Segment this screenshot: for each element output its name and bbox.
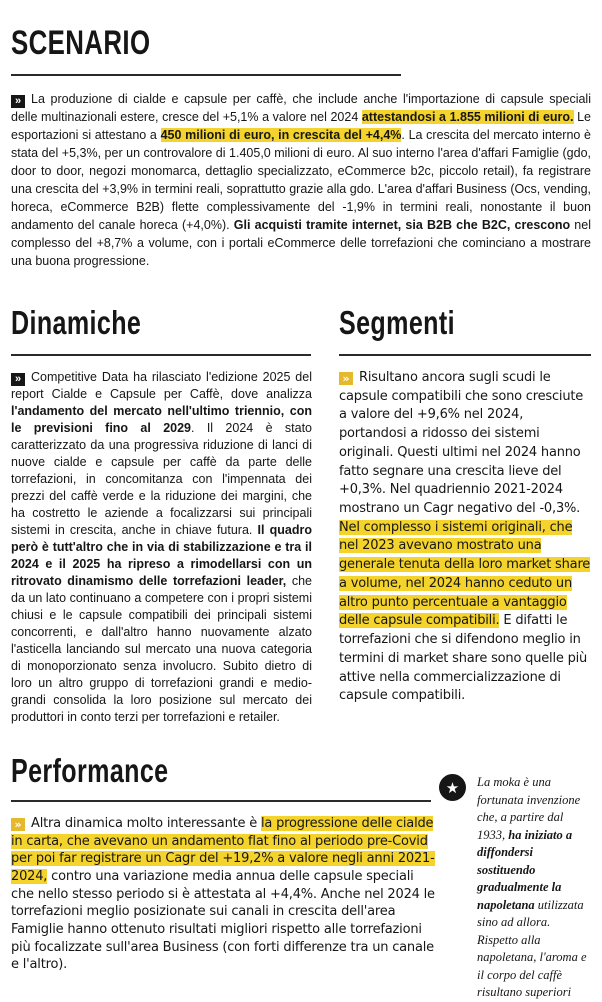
performance-paragraph [11,815,435,974]
text-run: . La crescita del mercato interno è stata del +5,3%, per un controvalore di 1.405,0 milioni di euro. Al suo interno l'area d'affari Famiglie (gdo, door to door, negozi monomarca, dettaglio specializzato, eCommerce b2c, piccolo retail), fa registrare una crescita del +3,9% in termini reali, soprattutto grazie alla gdo. L'area d'affari Business (Ocs, vending, horeca, eCommerce B2B) flette complessivamente del -1,9% in termini reali, nonostante il buon andamento del canale horeca (+4,0%). [11,128,591,232]
section-segmenti [339,304,591,726]
performance-rule [11,800,431,802]
column-gutter [312,304,339,726]
two-column-area [11,304,591,726]
text-run: 450 milioni di euro, in crescita del +4,4% [160,128,402,142]
text-run: Competitive Data ha rilasciato l'edizione 2025 del report Cialde e Capsule per Caffè, dove analizza [11,370,312,401]
dinamiche-title [11,304,312,342]
section-dinamiche [11,304,312,726]
performance-title-text: Performance [11,752,169,789]
text-run: nel complesso del +8,7% a volume, con i portali eCommerce delle torrefazioni che cominciano a mostrare una buona progressione. [11,218,591,268]
text-run: Gli acquisti tramite internet, sia B2B che B2C, crescono [233,218,571,232]
moka-note [439,774,591,1002]
segmenti-rule [339,354,591,356]
text-run: La produzione di cialde e capsule per caffè, che include anche l'importazione di capsule speciali delle multinazionali estere, cresce del +5,1% a valore nel 2024 [11,92,591,124]
paragraph-marker-icon: » [11,818,25,831]
segmenti-paragraph-text [339,370,590,703]
paragraph-marker-icon: » [339,372,353,385]
section-performance [11,752,435,1002]
section-scenario [11,24,591,270]
star-icon: ★ [439,774,466,801]
text-run: Risultano ancora sugli scudi le capsule compatibili che sono cresciute a valore del +9,6% nel 2024, portandosi a ridosso dei sistemi originali. Questi ultimi nel 2024 hanno fatto segnare una crescita lieve del +0,3%. Nel quadriennio 2021-2024 mostrano un Cagr negativo del -0,3%. [339,370,584,517]
segmenti-paragraph [339,369,591,706]
paragraph-marker-icon: » [11,95,25,108]
dinamiche-paragraph [11,369,312,726]
text-run: Il quadro però è tutt'altro che in via di stabilizzazione e tra il 2024 e il 2025 ha ripreso a rimodellarsi con un ritrovato dinamismo delle torrefazioni leader, [11,523,312,588]
text-run: Altra dinamica molto interessante è [31,816,261,831]
text-run: che da un lato continuano a competere con i propri sistemi chiusi e le capsule compatibili dei principali sistemi concorrenti, e dall'altro hanno nuovamente alzato l'asticella lanciando sul mercato una nuova categoria di monoporzionato senza involucro. Subito dietro di loro un altro gruppo di torrefazioni grandi e medio-grandi consolida la loro posizione sul mercato dei produttori in conto terzi per torrefazioni e retailer. [11,574,312,724]
text-run: l'andamento del mercato nell'ultimo triennio, con le previsioni fino al 2029 [11,404,312,435]
text-run: contro una variazione media annua delle capsule speciali che nello stesso periodo si è attestata al +4,4%. Anche nel 2024 le torrefazioni meglio posizionate sui canali in crescita dell'area Famiglie hanno ottenuto risultati migliori rispetto alle torrefazioni più focalizzate sull'area Business (con forti differenze tra un canale e l'altro). [11,869,435,973]
text-run: attestandosi a 1.855 milioni di euro. [361,110,574,124]
scenario-title [11,24,591,63]
text-run: la progressione delle cialde in carta, che avevano un andamento flat fino al periodo pre-Covid per poi far registrare un Cagr del +19,2% a valore negli anni 2021-2024, [11,816,435,885]
dinamiche-title-text: Dinamiche [11,304,142,341]
dinamiche-paragraph-text [11,370,312,724]
text-run: E difatti le torrefazioni che si difendono meglio in termini di market share sono quelle più attive nella commercializzazione di capsule compatibili. [339,613,588,704]
text-run: La moka è una fortunata invenzione che, a partire dal 1933, [477,775,581,842]
text-run: Nel complesso i sistemi originali, che nel 2023 avevano mostrato una generale tenuta della loro market share a volume, nel 2024 hanno ceduto un altro punto percentuale a vantaggio delle capsule compatibili. [339,519,591,629]
moka-note-text [477,774,591,1002]
text-run: ha iniziato a diffondersi sostituendo gradualmente la napoletana [477,827,573,912]
text-run: Le esportazioni si attestano a [11,110,591,142]
paragraph-marker-icon: » [11,373,25,386]
scenario-paragraph [11,90,591,270]
performance-paragraph-text [11,816,435,972]
scenario-title-text: SCENARIO [11,24,151,62]
text-run: utilizzata sino ad allora. Rispetto alla napoletana, l'aroma e il corpo del caffè risultano superiori [477,897,587,999]
segmenti-title [339,304,591,342]
segmenti-title-text: Segmenti [339,304,455,341]
performance-title [11,752,435,790]
text-run: . Il 2024 è stato caratterizzato da una progressiva riduzione di lanci di nuove cialde e capsule per caffè da parte delle torrefazioni, in concomitanza con l'impennata dei prezzi del caffè verde e la riduzione dei margini, che ha costretto le aziende a focalizzarsi sui principali sistemi in crescita, anche in chiave futura. [11,421,312,537]
bottom-area [11,752,591,1002]
scenario-paragraph-text [11,92,591,268]
scenario-rule [11,74,401,76]
dinamiche-rule [11,354,311,356]
